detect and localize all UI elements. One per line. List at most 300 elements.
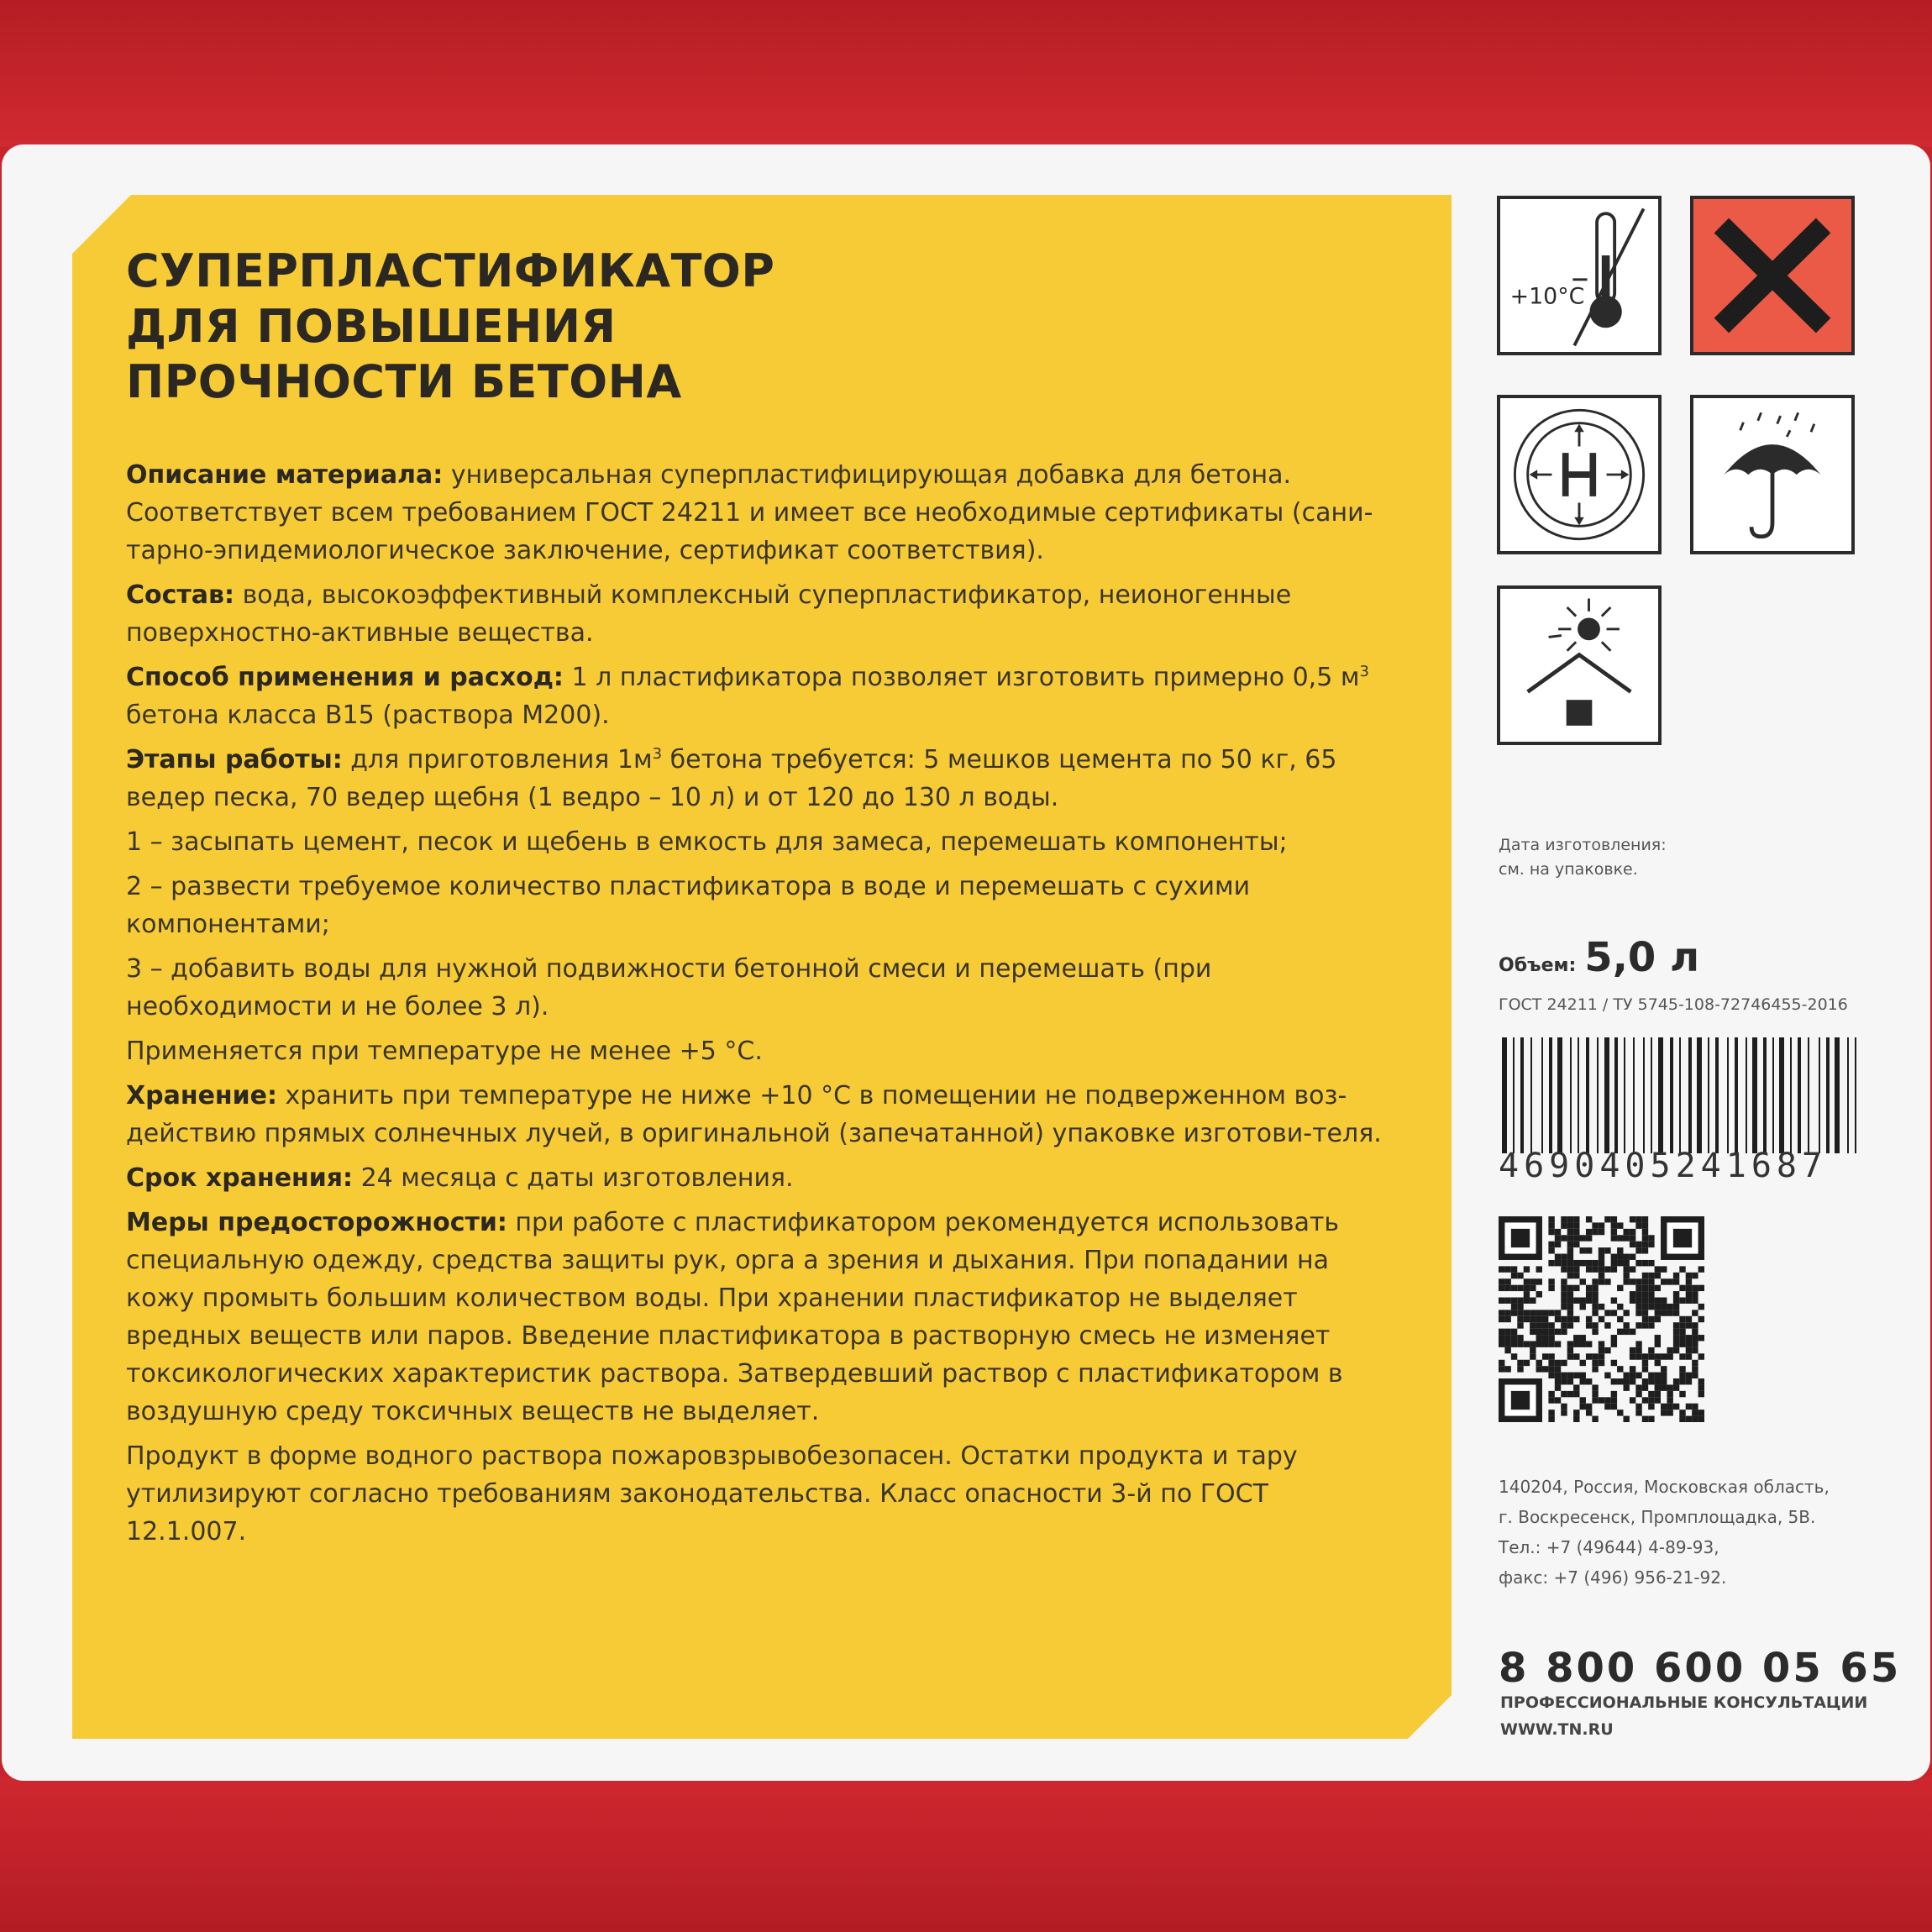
- qr-module: [1661, 1304, 1667, 1310]
- barcode-bar: [1808, 1037, 1809, 1153]
- qr-module: [1561, 1254, 1567, 1260]
- qr-module: [1623, 1260, 1629, 1266]
- barcode-bar: [1855, 1037, 1856, 1153]
- qr-module: [1586, 1235, 1592, 1241]
- qr-module: [1655, 1266, 1661, 1272]
- qr-module: [1511, 1329, 1517, 1335]
- qr-module: [1692, 1329, 1698, 1335]
- qr-module: [1524, 1298, 1530, 1304]
- qr-module: [1604, 1216, 1610, 1222]
- qr-module: [1517, 1341, 1523, 1347]
- qr-module: [1692, 1366, 1698, 1372]
- qr-module: [1548, 1416, 1554, 1422]
- qr-module: [1555, 1384, 1561, 1390]
- qr-module: [1686, 1291, 1692, 1297]
- qr-module: [1667, 1404, 1672, 1410]
- qr-module: [1648, 1322, 1654, 1328]
- qr-module: [1555, 1254, 1561, 1260]
- qr-module: [1679, 1373, 1685, 1378]
- qr-module: [1611, 1341, 1617, 1347]
- qr-module: [1655, 1341, 1661, 1347]
- date-label: Дата изготовления:: [1499, 836, 1667, 854]
- step-3: 3 – добавить воды для нужной подвижности бетонной смеси и перемешать (при необходимости и не более 3 л).: [126, 954, 1212, 1021]
- qr-module: [1511, 1310, 1517, 1315]
- qr-module: [1536, 1335, 1542, 1341]
- qr-module: [1692, 1416, 1698, 1422]
- qr-module: [1692, 1404, 1698, 1410]
- qr-module: [1623, 1322, 1629, 1328]
- qr-module: [1698, 1285, 1704, 1291]
- qr-module: [1623, 1235, 1629, 1241]
- stages-text-a: для приготовления 1м: [342, 745, 653, 774]
- usage-paragraph: [126, 659, 1386, 734]
- qr-module: [1611, 1216, 1617, 1222]
- barcode-bar: [1520, 1037, 1524, 1153]
- qr-module: [1611, 1266, 1617, 1272]
- qr-module: [1692, 1410, 1698, 1415]
- qr-module: [1617, 1235, 1623, 1241]
- qr-module: [1667, 1310, 1672, 1315]
- qr-module: [1592, 1384, 1598, 1390]
- qr-module: [1661, 1410, 1667, 1415]
- qr-module: [1573, 1353, 1579, 1359]
- qr-module: [1667, 1384, 1672, 1390]
- qr-module: [1586, 1247, 1592, 1253]
- stages-sup: 3: [652, 745, 663, 763]
- qr-module: [1698, 1266, 1704, 1272]
- qr-module: [1661, 1384, 1667, 1390]
- qr-module: [1679, 1378, 1685, 1384]
- qr-module: [1542, 1335, 1548, 1341]
- qr-finder: [1511, 1229, 1530, 1247]
- qr-module: [1517, 1366, 1523, 1372]
- qr-module: [1573, 1266, 1579, 1272]
- description-text: универсальная суперпластифицирующая добавка для бетона. Соответствует всем требованием ГОСТ 24211 и имеет все необходимые сертификаты (сани-тарно-эпидемиологическое заключение, сертификат соответствия).: [126, 460, 1373, 565]
- qr-module: [1580, 1404, 1586, 1410]
- qr-module: [1530, 1278, 1536, 1284]
- qr-module: [1611, 1391, 1617, 1397]
- qr-module: [1536, 1322, 1542, 1328]
- qr-module: [1555, 1235, 1561, 1241]
- qr-module: [1555, 1316, 1561, 1322]
- qr-module: [1617, 1304, 1623, 1310]
- qr-module: [1698, 1391, 1704, 1397]
- qr-module: [1592, 1278, 1598, 1284]
- qr-module: [1635, 1341, 1641, 1347]
- qr-module: [1635, 1384, 1641, 1390]
- qr-module: [1580, 1278, 1586, 1284]
- qr-module: [1655, 1310, 1661, 1315]
- qr-module: [1499, 1285, 1504, 1291]
- qr-module: [1642, 1273, 1648, 1278]
- qr-module: [1692, 1341, 1698, 1347]
- barcode-bar: [1604, 1037, 1609, 1153]
- qr-module: [1630, 1353, 1635, 1359]
- qr-module: [1692, 1285, 1698, 1291]
- qr-module: [1655, 1316, 1661, 1322]
- qr-module: [1517, 1335, 1523, 1341]
- qr-module: [1686, 1316, 1692, 1322]
- qr-module: [1586, 1229, 1592, 1235]
- qr-module: [1567, 1273, 1573, 1278]
- qr-module: [1580, 1335, 1586, 1341]
- barcode-bar: [1670, 1037, 1673, 1153]
- usage-text-a: 1 л пластификатора позволяет изготовить примерно 0,5 м: [563, 663, 1360, 692]
- qr-module: [1679, 1329, 1685, 1335]
- qr-module: [1611, 1397, 1617, 1403]
- qr-module: [1592, 1391, 1598, 1397]
- qr-module: [1542, 1316, 1548, 1322]
- qr-module: [1524, 1310, 1530, 1315]
- qr-module: [1679, 1416, 1685, 1422]
- container-red-top: [0, 0, 1932, 147]
- description-label: Описание материала:: [126, 460, 444, 490]
- qr-module: [1567, 1322, 1573, 1328]
- barcode-bar: [1643, 1037, 1645, 1153]
- qr-module: [1635, 1304, 1641, 1310]
- qr-module: [1673, 1273, 1679, 1278]
- qr-module: [1599, 1360, 1604, 1366]
- qr-module: [1698, 1335, 1704, 1341]
- qr-module: [1692, 1322, 1698, 1328]
- qr-module: [1599, 1273, 1604, 1278]
- volume-value: 5,0 л: [1584, 934, 1700, 981]
- qr-module: [1648, 1285, 1654, 1291]
- qr-module: [1679, 1298, 1685, 1304]
- qr-module: [1561, 1360, 1567, 1366]
- qr-module: [1573, 1373, 1579, 1378]
- qr-module: [1630, 1329, 1635, 1335]
- qr-module: [1573, 1229, 1579, 1235]
- barcode-bar: [1763, 1037, 1767, 1153]
- qr-module: [1548, 1260, 1554, 1266]
- barcode-bar: [1513, 1037, 1515, 1153]
- qr-module: [1592, 1397, 1598, 1403]
- qr-module: [1635, 1373, 1641, 1378]
- storage-paragraph: [126, 1077, 1386, 1152]
- qr-module: [1679, 1391, 1685, 1397]
- qr-module: [1511, 1353, 1517, 1359]
- qr-module: [1679, 1266, 1685, 1272]
- qr-finder: [1673, 1229, 1692, 1247]
- stages-text-b: бетона требуется: 5 мешков цемента по 50 кг, 65 ведер песка, 70 ведер щебня (1 ведро – 10 л) и от 120 до 130 л воды.: [126, 745, 1337, 812]
- usage-text-b: бетона класса В15 (раствора М200).: [126, 701, 610, 730]
- precautions-text: при работе с пластификатором рекомендуется использовать специальную одежду, средства защиты рук, орга а зрения и дыхания. При попадании на кожу промыть большим количеством воды. При хранении пластификатор не выделяет вредных веществ или паров. Введение пластификатора в растворную смесь не изменяет токсикологических характеристик раствора. Затвердевший раствор с пластификатором в воздушную среду токсичных веществ не выделяет.: [126, 1208, 1343, 1426]
- qr-module: [1617, 1254, 1623, 1260]
- qr-module: [1623, 1273, 1629, 1278]
- qr-module: [1630, 1278, 1635, 1284]
- qr-module: [1599, 1229, 1604, 1235]
- qr-module: [1524, 1285, 1530, 1291]
- qr-module: [1611, 1404, 1617, 1410]
- qr-module: [1655, 1397, 1661, 1403]
- qr-module: [1617, 1285, 1623, 1291]
- qr-module: [1648, 1298, 1654, 1304]
- qr-module: [1642, 1235, 1648, 1241]
- qr-module: [1623, 1229, 1629, 1235]
- qr-module: [1692, 1273, 1698, 1278]
- barcode-bar: [1708, 1037, 1709, 1153]
- qr-module: [1548, 1242, 1554, 1247]
- qr-module: [1561, 1266, 1567, 1272]
- qr-module: [1573, 1285, 1579, 1291]
- qr-module: [1599, 1316, 1604, 1322]
- qr-module: [1692, 1310, 1698, 1315]
- qr-module: [1586, 1298, 1592, 1304]
- barcode-bar: [1502, 1037, 1507, 1153]
- qr-module: [1630, 1266, 1635, 1272]
- qr-module: [1580, 1373, 1586, 1378]
- qr-module: [1648, 1353, 1654, 1359]
- qr-module: [1561, 1260, 1567, 1266]
- qr-module: [1561, 1304, 1567, 1310]
- qr-module: [1623, 1278, 1629, 1284]
- qr-module: [1648, 1304, 1654, 1310]
- qr-module: [1673, 1335, 1679, 1341]
- date-value: см. на упаковке.: [1499, 860, 1638, 879]
- qr-module: [1642, 1360, 1648, 1366]
- qr-module: [1504, 1316, 1510, 1322]
- qr-module: [1592, 1329, 1598, 1335]
- qr-module: [1648, 1391, 1654, 1397]
- qr-module: [1567, 1254, 1573, 1260]
- qr-module: [1642, 1310, 1648, 1315]
- qr-module: [1561, 1222, 1567, 1228]
- qr-module: [1567, 1353, 1573, 1359]
- barcode-bar: [1772, 1037, 1774, 1153]
- qr-module: [1592, 1260, 1598, 1266]
- qr-module: [1679, 1335, 1685, 1341]
- qr-module: [1567, 1285, 1573, 1291]
- qr-module: [1530, 1347, 1536, 1353]
- qr-module: [1517, 1298, 1523, 1304]
- volume-label: Объем:: [1499, 955, 1577, 976]
- qr-module: [1642, 1291, 1648, 1297]
- qr-module: [1530, 1329, 1536, 1335]
- qr-module: [1611, 1260, 1617, 1266]
- qr-module: [1561, 1373, 1567, 1378]
- qr-module: [1548, 1341, 1554, 1347]
- qr-module: [1511, 1335, 1517, 1341]
- qr-module: [1648, 1373, 1654, 1378]
- qr-module: [1548, 1373, 1554, 1378]
- qr-module: [1599, 1254, 1604, 1260]
- qr-module: [1573, 1222, 1579, 1228]
- qr-module: [1661, 1298, 1667, 1304]
- qr-module: [1642, 1366, 1648, 1372]
- qr-module: [1511, 1298, 1517, 1304]
- qr-module: [1555, 1373, 1561, 1378]
- barcode-bar: [1735, 1037, 1738, 1153]
- qr-module: [1686, 1341, 1692, 1347]
- qr-module: [1635, 1310, 1641, 1315]
- qr-module: [1555, 1360, 1561, 1366]
- qr-module: [1642, 1285, 1648, 1291]
- qr-module: [1567, 1247, 1573, 1253]
- usage-label: Способ применения и расход:: [126, 663, 564, 692]
- qr-module: [1567, 1341, 1573, 1347]
- qr-module: [1648, 1260, 1654, 1266]
- qr-module: [1555, 1260, 1561, 1266]
- qr-module: [1648, 1291, 1654, 1297]
- qr-module: [1642, 1353, 1648, 1359]
- qr-module: [1592, 1353, 1598, 1359]
- qr-module: [1655, 1360, 1661, 1366]
- qr-module: [1524, 1316, 1530, 1322]
- qr-module: [1642, 1229, 1648, 1235]
- qr-module: [1692, 1360, 1698, 1366]
- qr-module: [1580, 1247, 1586, 1253]
- qr-module: [1586, 1322, 1592, 1328]
- qr-module: [1536, 1366, 1542, 1372]
- qr-module: [1635, 1404, 1641, 1410]
- qr-module: [1567, 1266, 1573, 1272]
- qr-module: [1592, 1310, 1598, 1315]
- qr-module: [1679, 1341, 1685, 1347]
- shelf-label: Срок хранения:: [126, 1163, 354, 1193]
- qr-module: [1524, 1341, 1530, 1347]
- qr-module: [1580, 1304, 1586, 1310]
- qr-module: [1630, 1366, 1635, 1372]
- barcode-bar: [1530, 1037, 1532, 1153]
- qr-module: [1592, 1366, 1598, 1372]
- qr-module: [1655, 1373, 1661, 1378]
- qr-module: [1679, 1285, 1685, 1291]
- manufacture-date: [1499, 833, 1667, 882]
- qr-module: [1673, 1298, 1679, 1304]
- qr-module: [1630, 1216, 1635, 1222]
- qr-module: [1648, 1235, 1654, 1241]
- qr-module: [1567, 1310, 1573, 1315]
- qr-module: [1592, 1304, 1598, 1310]
- qr-module: [1561, 1329, 1567, 1335]
- qr-module: [1599, 1247, 1604, 1253]
- qr-module: [1635, 1247, 1641, 1253]
- qr-module: [1635, 1216, 1641, 1222]
- hotline-phone: 8 800 600 05 65: [1499, 1645, 1902, 1692]
- qr-code: [1499, 1216, 1704, 1422]
- qr-module: [1642, 1260, 1648, 1266]
- qr-module: [1499, 1298, 1504, 1304]
- qr-module: [1555, 1341, 1561, 1347]
- qr-module: [1567, 1291, 1573, 1297]
- composition-label: Состав:: [126, 580, 235, 610]
- qr-module: [1536, 1310, 1542, 1315]
- qr-module: [1648, 1378, 1654, 1384]
- qr-module: [1548, 1397, 1554, 1403]
- qr-module: [1542, 1310, 1548, 1315]
- usage-sup: 3: [1359, 663, 1369, 680]
- fax: факс: +7 (496) 956-21-92.: [1499, 1567, 1727, 1588]
- qr-module: [1667, 1410, 1672, 1415]
- qr-module: [1548, 1310, 1554, 1315]
- qr-module: [1530, 1316, 1536, 1322]
- qr-module: [1536, 1278, 1542, 1284]
- qr-module: [1561, 1285, 1567, 1291]
- qr-module: [1592, 1416, 1598, 1422]
- qr-module: [1635, 1222, 1641, 1228]
- qr-module: [1648, 1347, 1654, 1353]
- qr-module: [1580, 1235, 1586, 1241]
- qr-module: [1635, 1353, 1641, 1359]
- qr-module: [1623, 1254, 1629, 1260]
- barcode: [1499, 1037, 1868, 1163]
- qr-module: [1630, 1397, 1635, 1403]
- qr-module: [1655, 1353, 1661, 1359]
- consultation-caption: ПРОФЕССИОНАЛЬНЫЕ КОНСУЛЬТАЦИИ: [1500, 1693, 1868, 1712]
- qr-module: [1679, 1322, 1685, 1328]
- qr-module: [1604, 1310, 1610, 1315]
- qr-module: [1542, 1341, 1548, 1347]
- thermometer-icon: [1497, 196, 1662, 355]
- qr-module: [1567, 1242, 1573, 1247]
- qr-module: [1567, 1378, 1573, 1384]
- qr-module: [1630, 1373, 1635, 1378]
- qr-module: [1573, 1273, 1579, 1278]
- qr-module: [1573, 1391, 1579, 1397]
- disposal-paragraph: Продукт в форме водного раствора пожаровзрывобезопасен. Остатки продукта и тару утилизируют согласно требованиям законодательства. Класс опасности 3-й по ГОСТ 12.1.007.: [126, 1441, 1298, 1546]
- qr-module: [1592, 1222, 1598, 1228]
- qr-module: [1667, 1391, 1672, 1397]
- qr-module: [1586, 1410, 1592, 1415]
- qr-module: [1611, 1229, 1617, 1235]
- qr-module: [1667, 1347, 1672, 1353]
- qr-module: [1648, 1397, 1654, 1403]
- qr-module: [1548, 1366, 1554, 1372]
- qr-module: [1655, 1285, 1661, 1291]
- qr-module: [1667, 1397, 1672, 1403]
- qr-module: [1648, 1404, 1654, 1410]
- composition-paragraph: [126, 576, 1386, 652]
- qr-module: [1623, 1310, 1629, 1315]
- qr-module: [1635, 1285, 1641, 1291]
- qr-module: [1630, 1242, 1635, 1247]
- qr-module: [1586, 1285, 1592, 1291]
- qr-module: [1623, 1378, 1629, 1384]
- qr-module: [1504, 1347, 1510, 1353]
- qr-module: [1561, 1410, 1567, 1415]
- qr-module: [1648, 1278, 1654, 1284]
- qr-module: [1611, 1378, 1617, 1384]
- qr-module: [1642, 1378, 1648, 1384]
- qr-module: [1555, 1397, 1561, 1403]
- qr-module: [1580, 1298, 1586, 1304]
- qr-module: [1667, 1278, 1672, 1284]
- qr-module: [1623, 1384, 1629, 1390]
- qr-module: [1673, 1378, 1679, 1384]
- qr-module: [1567, 1316, 1573, 1322]
- qr-module: [1567, 1347, 1573, 1353]
- qr-module: [1592, 1266, 1598, 1272]
- barcode-bar: [1597, 1037, 1599, 1153]
- qr-module: [1499, 1316, 1504, 1322]
- qr-module: [1698, 1353, 1704, 1359]
- qr-module: [1604, 1247, 1610, 1253]
- qr-module: [1673, 1278, 1679, 1284]
- qr-module: [1548, 1410, 1554, 1415]
- qr-module: [1567, 1216, 1573, 1222]
- barcode-bar: [1779, 1037, 1784, 1153]
- qr-module: [1599, 1304, 1604, 1310]
- qr-module: [1573, 1316, 1579, 1322]
- qr-module: [1648, 1242, 1654, 1247]
- qr-module: [1586, 1260, 1592, 1266]
- qr-module: [1648, 1273, 1654, 1278]
- qr-module: [1617, 1222, 1623, 1228]
- qr-module: [1642, 1397, 1648, 1403]
- barcode-bar: [1798, 1037, 1801, 1153]
- barcode-bar: [1614, 1037, 1618, 1153]
